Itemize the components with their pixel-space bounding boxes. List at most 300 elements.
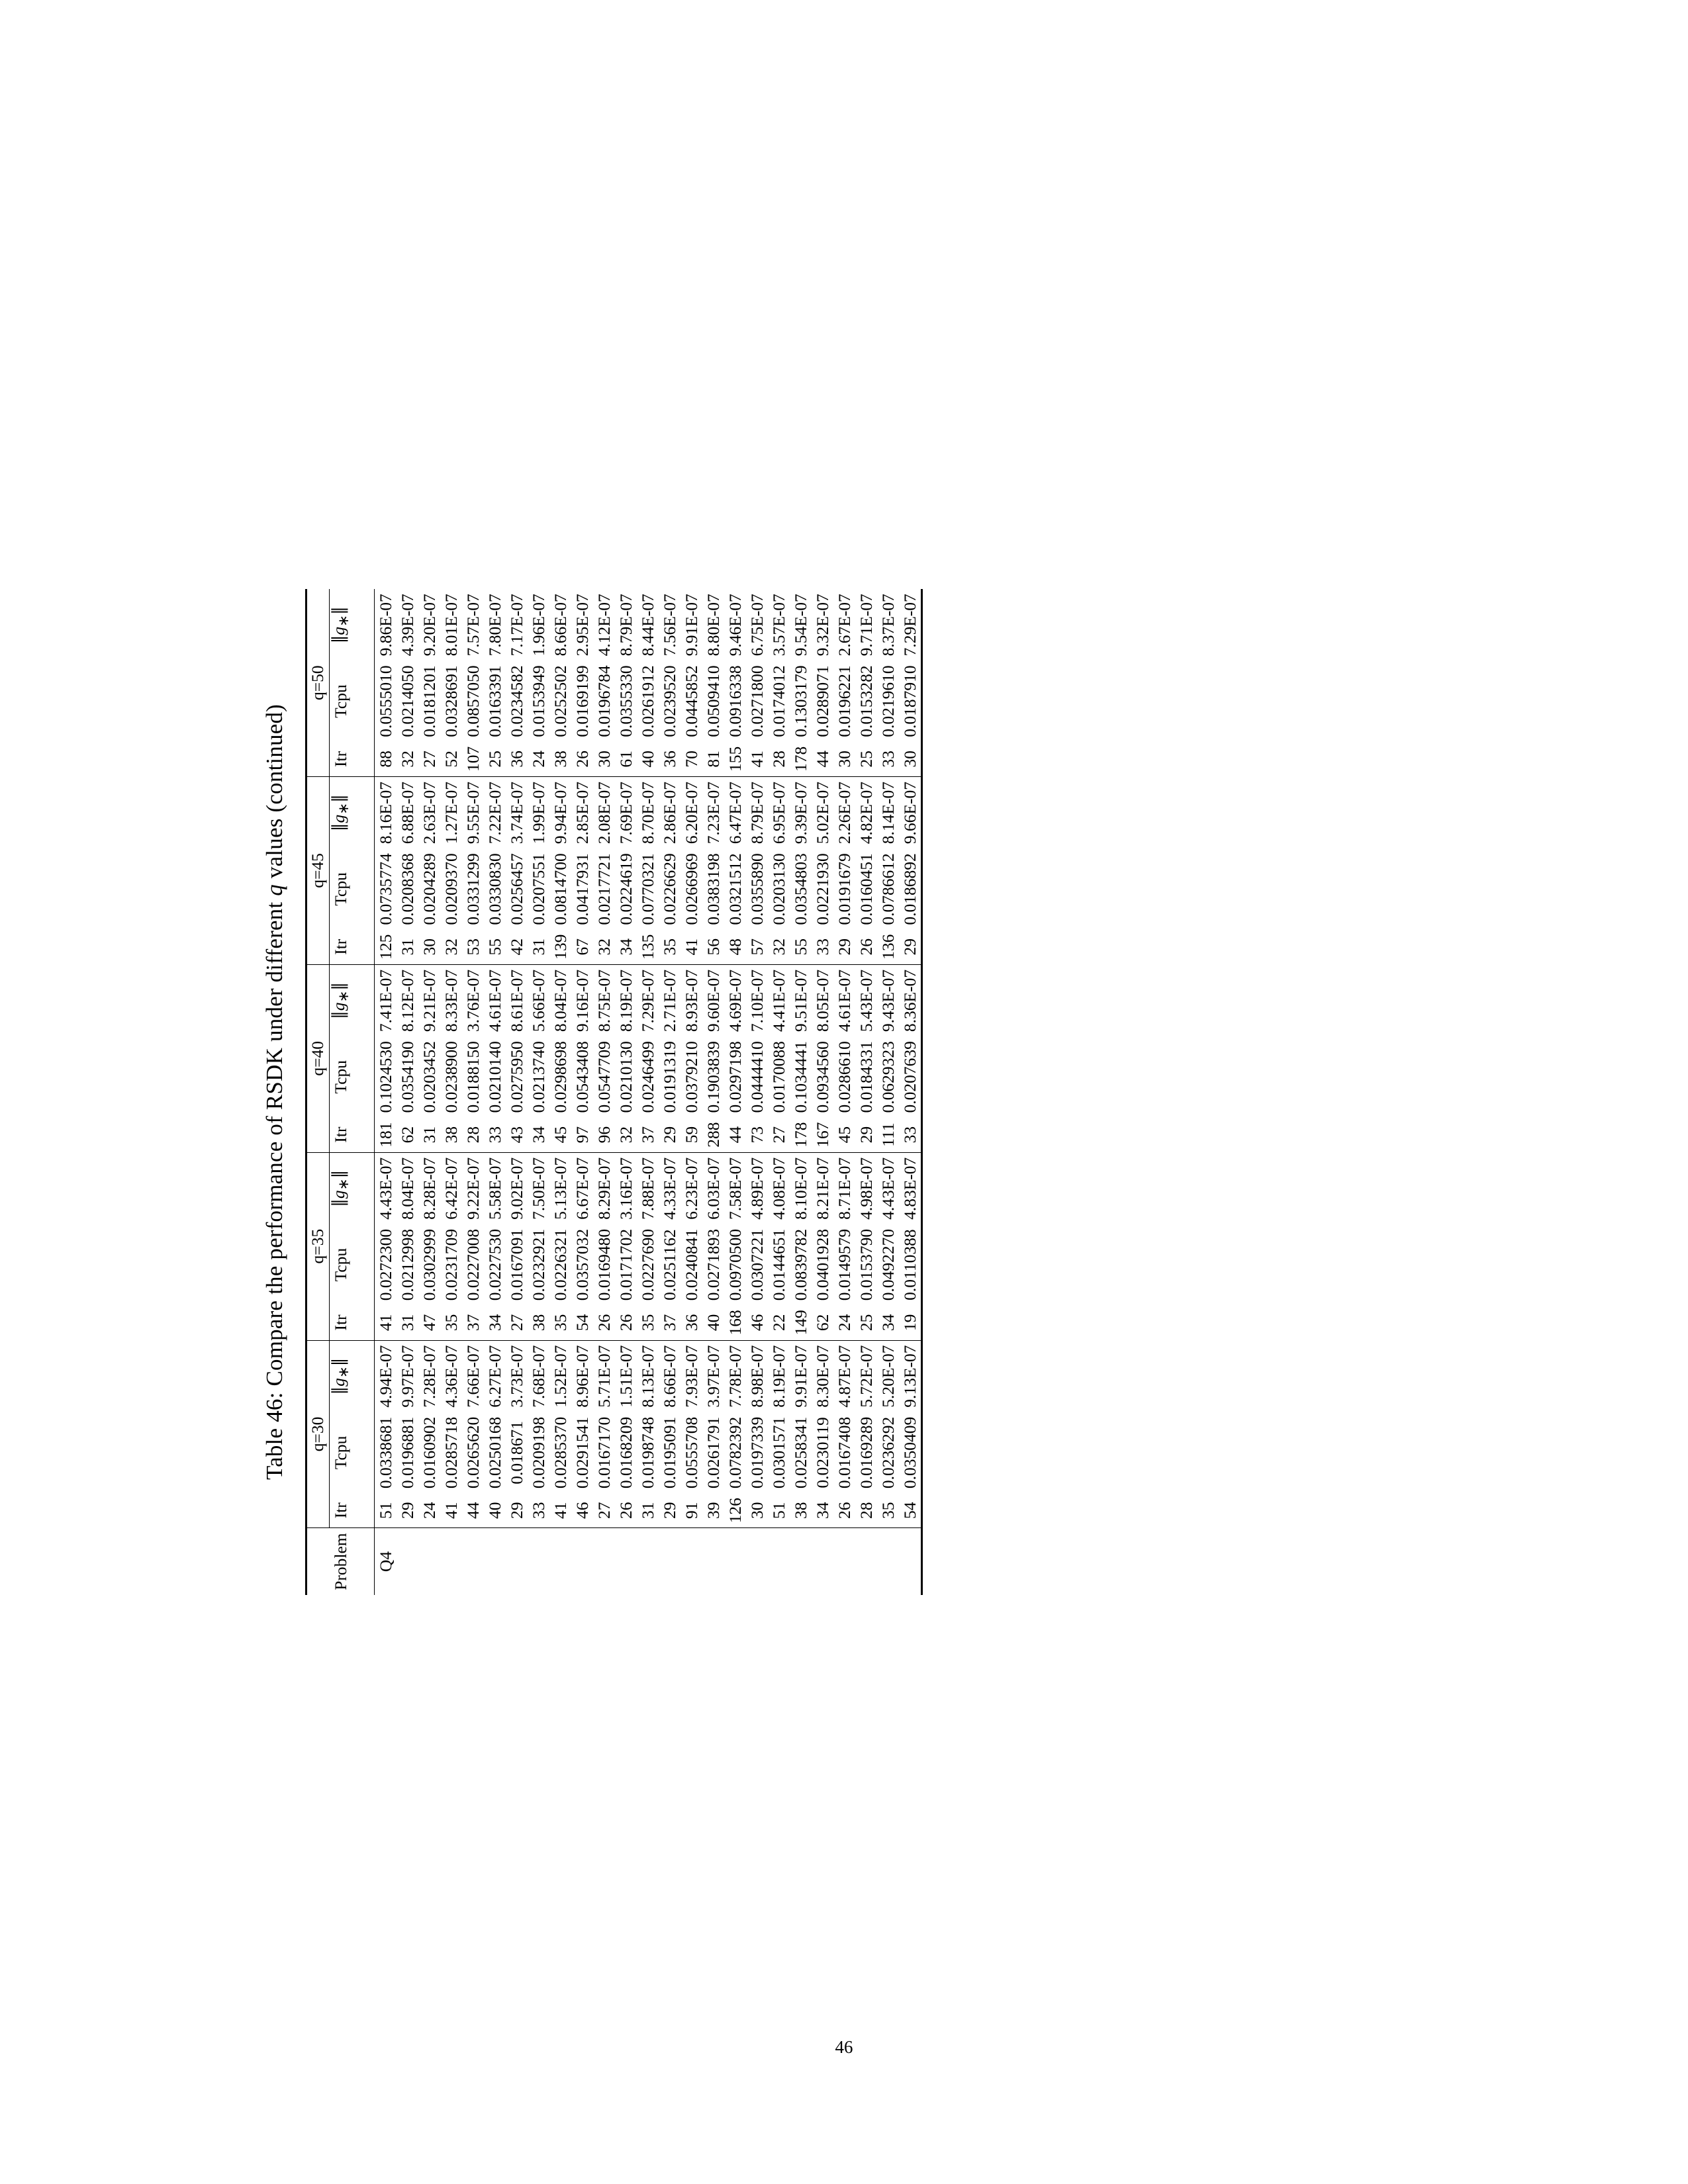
cell-q35-tcpu: 0.0307221 (747, 1228, 767, 1301)
cell-q40-tcpu: 0.0246499 (637, 1041, 657, 1113)
caption-text-after: values (continued) (261, 704, 287, 885)
cell-q45-tcpu: 0.0224619 (616, 853, 635, 925)
cell-q45-gnorm: 1.27E-07 (441, 782, 461, 844)
cell-q40-gnorm: 8.19E-07 (616, 969, 635, 1032)
cell-q45-itr: 31 (397, 930, 418, 965)
cell-q40-tcpu: 0.0629323 (878, 1041, 898, 1113)
cell-q35-gnorm: 4.43E-07 (878, 1157, 898, 1220)
cell-q30-gnorm: 4.87E-07 (834, 1345, 854, 1408)
cell-q30-itr: 41 (440, 1493, 462, 1528)
cell-q50-tcpu: 0.0239520 (659, 665, 679, 737)
cell-q50-itr: 52 (440, 742, 462, 777)
cell-q40-tcpu: 0.0207639 (899, 1036, 922, 1117)
cell-q35-itr: 41 (375, 1305, 397, 1340)
table-row (440, 589, 462, 1595)
cell-q40-itr: 31 (418, 1117, 440, 1152)
cell-q40-itr: 73 (746, 1117, 768, 1152)
cell-q35-gnorm: 8.21E-07 (812, 1157, 832, 1220)
cell-q45-tcpu: 0.0221930 (812, 853, 832, 925)
cell-q45-gnorm: 7.22E-07 (485, 782, 504, 844)
cell-q45-gnorm: 7.69E-07 (616, 782, 635, 844)
cell-q40-itr: 111 (877, 1117, 899, 1152)
sub-header-q30-tcpu: Tcpu (330, 1435, 350, 1470)
cell-q30-tcpu: 0.0265620 (463, 1416, 483, 1489)
cell-q40-gnorm: 4.61E-07 (485, 969, 504, 1032)
cell-q40-tcpu: 0.0298698 (550, 1041, 570, 1113)
cell-q45-tcpu: 0.0204289 (419, 853, 439, 925)
cell-q40-tcpu: 0.1024530 (375, 1041, 395, 1113)
cell-q45-gnorm: 8.14E-07 (878, 782, 898, 844)
cell-q40-gnorm: 9.21E-07 (419, 969, 439, 1032)
cell-q45-itr: 30 (418, 930, 440, 965)
cell-q40-itr: 96 (593, 1117, 615, 1152)
cell-q50-itr: 25 (855, 742, 877, 777)
cell-q35-itr: 62 (812, 1305, 833, 1340)
cell-q50-gnorm: 7.80E-07 (485, 594, 504, 657)
cell-q40-itr: 59 (680, 1117, 702, 1152)
cell-q50-itr: 33 (877, 742, 899, 777)
cell-q35-tcpu: 0.0153790 (856, 1228, 876, 1301)
cell-q30-itr: 40 (484, 1493, 506, 1528)
cell-q30-gnorm: 3.97E-07 (703, 1345, 723, 1408)
cell-q50-gnorm: 6.75E-07 (747, 594, 767, 657)
cell-q50-itr: 61 (615, 742, 637, 777)
cell-q50-tcpu: 0.0187910 (899, 660, 922, 741)
problem-cell (506, 1528, 528, 1595)
table-row (899, 589, 922, 1595)
cell-q50-itr: 88 (375, 742, 397, 777)
table-row (637, 589, 659, 1595)
cell-q35-gnorm: 8.71E-07 (834, 1157, 854, 1220)
cell-q30-tcpu: 0.0258341 (790, 1416, 810, 1489)
cell-q35-gnorm: 6.03E-07 (703, 1157, 723, 1220)
cell-q35-gnorm: 7.88E-07 (637, 1157, 657, 1220)
caption-prefix: Table 46: (261, 1392, 287, 1480)
cell-q35-gnorm: 4.08E-07 (769, 1157, 788, 1220)
cell-q40-gnorm: 8.05E-07 (812, 969, 832, 1032)
performance-table (305, 589, 923, 1595)
cell-q45-tcpu: 0.0207551 (528, 853, 548, 925)
cell-q35-tcpu: 0.0167091 (506, 1228, 526, 1301)
cell-q40-gnorm: 4.61E-07 (834, 969, 854, 1032)
cell-q45-itr: 48 (724, 930, 746, 965)
cell-q45-itr: 53 (462, 930, 484, 965)
cell-q50-itr: 38 (549, 742, 571, 777)
problem-cell (397, 1528, 418, 1595)
cell-q50-gnorm: 8.44E-07 (637, 594, 657, 657)
cell-q45-gnorm: 2.26E-07 (834, 782, 854, 844)
cell-q50-gnorm: 8.66E-07 (550, 594, 570, 657)
cell-q35-gnorm: 9.02E-07 (506, 1157, 526, 1220)
sub-header-q45-tcpu: Tcpu (330, 872, 350, 906)
cell-q45-tcpu: 0.0355890 (747, 853, 767, 925)
cell-q45-gnorm: 8.70E-07 (637, 782, 657, 844)
problem-cell (790, 1528, 812, 1595)
cell-q45-tcpu: 0.0417931 (572, 853, 592, 925)
cell-q50-gnorm: 4.12E-07 (594, 594, 614, 657)
cell-q45-itr: 55 (790, 930, 812, 965)
cell-q30-gnorm: 7.28E-07 (419, 1345, 439, 1408)
cell-q40-gnorm: 5.43E-07 (856, 969, 876, 1032)
cell-q30-itr: 126 (724, 1493, 746, 1528)
table-row (855, 589, 877, 1595)
problem-cell (833, 1528, 855, 1595)
cell-q35-tcpu: 0.0251162 (659, 1229, 679, 1300)
cell-q35-itr: 54 (571, 1305, 593, 1340)
table-row (746, 589, 768, 1595)
cell-q35-itr: 19 (899, 1305, 922, 1340)
cell-q30-gnorm: 1.52E-07 (550, 1345, 570, 1408)
cell-q40-tcpu: 0.0444410 (747, 1041, 767, 1113)
group-header-q-35: q=35 (306, 1152, 330, 1340)
cell-q50-tcpu: 0.0163391 (485, 665, 504, 737)
cell-q35-itr: 35 (637, 1305, 659, 1340)
cell-q30-itr: 26 (615, 1493, 637, 1528)
problem-cell (680, 1528, 702, 1595)
cell-q35-itr: 35 (440, 1305, 462, 1340)
cell-q35-gnorm: 4.43E-07 (375, 1157, 395, 1220)
cell-q50-gnorm: 3.57E-07 (769, 594, 788, 657)
cell-q35-itr: 34 (877, 1305, 899, 1340)
cell-q50-tcpu: 0.0214050 (397, 665, 417, 737)
cell-q50-tcpu: 0.0196784 (594, 665, 614, 737)
cell-q50-gnorm: 8.37E-07 (878, 594, 898, 657)
group-header-q-40: q=40 (306, 964, 330, 1152)
cell-q35-gnorm: 7.50E-07 (528, 1157, 548, 1220)
cell-q50-tcpu: 0.0555010 (375, 665, 395, 737)
cell-q50-itr: 36 (506, 742, 528, 777)
cell-q40-gnorm: 9.16E-07 (572, 969, 592, 1032)
cell-q45-itr: 41 (680, 930, 702, 965)
cell-q45-gnorm: 6.88E-07 (397, 782, 417, 844)
cell-q40-gnorm: 7.10E-07 (747, 969, 767, 1032)
sub-header-q50-tcpu: Tcpu (330, 684, 350, 718)
cell-q35-itr: 24 (833, 1305, 855, 1340)
cell-q50-gnorm: 9.91E-07 (681, 594, 701, 657)
cell-q40-itr: 45 (833, 1117, 855, 1152)
cell-q35-tcpu: 0.0171702 (616, 1228, 635, 1301)
cell-q45-gnorm: 9.66E-07 (899, 777, 922, 849)
problem-cell (702, 1528, 724, 1595)
cell-q30-itr: 28 (855, 1493, 877, 1528)
cell-q35-gnorm: 8.29E-07 (594, 1157, 614, 1220)
table-body (306, 589, 922, 1595)
problem-cell (593, 1528, 615, 1595)
cell-q35-gnorm: 8.04E-07 (397, 1157, 417, 1220)
cell-q45-itr: 26 (855, 930, 877, 965)
cell-q50-itr: 24 (528, 742, 549, 777)
cell-q45-tcpu: 0.0209370 (441, 853, 461, 925)
cell-q30-gnorm: 7.68E-07 (528, 1345, 548, 1408)
cell-q30-tcpu: 0.0160902 (419, 1416, 439, 1489)
cell-q40-gnorm: 4.69E-07 (725, 969, 745, 1032)
cell-q45-gnorm: 6.20E-07 (681, 782, 701, 844)
problem-column-header: Problem (330, 1533, 350, 1590)
table-row (702, 589, 724, 1595)
table-row (680, 589, 702, 1595)
cell-q30-gnorm: 8.19E-07 (769, 1345, 788, 1408)
cell-q30-itr: 39 (702, 1493, 724, 1528)
cell-q30-gnorm: 8.66E-07 (659, 1345, 679, 1408)
cell-q30-itr: 31 (637, 1493, 659, 1528)
cell-q35-gnorm: 4.98E-07 (856, 1157, 876, 1220)
cell-q50-itr: 30 (593, 742, 615, 777)
table-row (812, 589, 833, 1595)
sub-header-q45-itr: Itr (330, 930, 353, 965)
table-row (571, 589, 593, 1595)
cell-q35-tcpu: 0.0492270 (878, 1228, 898, 1301)
problem-cell (637, 1528, 659, 1595)
cell-q30-tcpu: 0.0168209 (616, 1416, 635, 1489)
cell-q45-itr: 57 (746, 930, 768, 965)
cell-q30-tcpu: 0.0197339 (747, 1416, 767, 1489)
group-header-q-45: q=45 (306, 777, 330, 965)
cell-q35-gnorm: 5.58E-07 (485, 1157, 504, 1220)
cell-q35-tcpu: 0.0231709 (441, 1228, 461, 1301)
cell-q45-gnorm: 8.16E-07 (375, 782, 395, 844)
problem-cell (528, 1528, 549, 1595)
cell-q45-itr: 29 (833, 930, 855, 965)
cell-q45-tcpu: 0.0354803 (790, 853, 810, 925)
cell-q35-tcpu: 0.0227690 (637, 1228, 657, 1301)
cell-q40-tcpu: 0.1903839 (703, 1041, 723, 1113)
cell-q30-gnorm: 7.93E-07 (681, 1345, 701, 1408)
cell-q35-tcpu: 0.0839782 (790, 1228, 810, 1301)
cell-q40-itr: 29 (855, 1117, 877, 1152)
cell-q40-tcpu: 0.0379210 (681, 1041, 701, 1113)
cell-q50-gnorm: 9.86E-07 (375, 594, 395, 657)
sub-header-q50-itr: Itr (330, 742, 353, 777)
cell-q40-tcpu: 0.0543408 (572, 1041, 592, 1113)
cell-q30-itr: 35 (877, 1493, 899, 1528)
cell-q50-itr: 26 (571, 742, 593, 777)
cell-q30-itr: 91 (680, 1493, 702, 1528)
cell-q30-gnorm: 7.78E-07 (725, 1345, 745, 1408)
cell-q40-gnorm: 3.76E-07 (463, 969, 483, 1032)
cell-q30-tcpu: 0.0167170 (594, 1416, 614, 1489)
cell-q50-gnorm: 9.46E-07 (725, 594, 745, 657)
cell-q40-tcpu: 0.0170088 (769, 1041, 788, 1113)
group-header-row (306, 589, 330, 1595)
cell-q30-gnorm: 6.27E-07 (485, 1345, 504, 1408)
cell-q45-tcpu: 0.0208368 (397, 853, 417, 925)
cell-q30-itr: 54 (899, 1493, 922, 1528)
cell-q45-itr: 67 (571, 930, 593, 965)
cell-q35-tcpu: 0.0401928 (812, 1228, 832, 1301)
cell-q50-tcpu: 0.0355330 (616, 665, 635, 737)
cell-q30-gnorm: 9.91E-07 (790, 1345, 810, 1408)
cell-q30-gnorm: 8.98E-07 (747, 1345, 767, 1408)
cell-q30-tcpu: 0.0285718 (441, 1416, 461, 1489)
cell-q35-tcpu: 0.0110388 (899, 1224, 922, 1305)
sub-header-q45-gnorm: $\parallel g_∗\parallel$ (329, 794, 352, 832)
rotated-landscape-content (261, 258, 1427, 1926)
cell-q30-itr: 41 (549, 1493, 571, 1528)
cell-q45-itr: 55 (484, 930, 506, 965)
cell-q45-gnorm: 9.39E-07 (790, 782, 810, 844)
cell-q30-itr: 27 (593, 1493, 615, 1528)
cell-q35-tcpu: 0.0240841 (681, 1228, 701, 1301)
cell-q45-itr: 32 (593, 930, 615, 965)
cell-q35-gnorm: 6.42E-07 (441, 1157, 461, 1220)
cell-q45-gnorm: 9.94E-07 (550, 782, 570, 844)
cell-q40-tcpu: 0.0191319 (659, 1041, 679, 1113)
cell-q35-itr: 37 (462, 1305, 484, 1340)
cell-q50-gnorm: 2.95E-07 (572, 594, 592, 657)
cell-q40-tcpu: 0.0210140 (485, 1041, 504, 1113)
cell-q30-tcpu: 0.0250168 (485, 1416, 504, 1489)
cell-q35-tcpu: 0.0271893 (703, 1228, 723, 1301)
cell-q35-itr: 26 (615, 1305, 637, 1340)
cell-q40-gnorm: 4.41E-07 (769, 969, 788, 1032)
cell-q30-gnorm: 8.13E-07 (637, 1345, 657, 1408)
problem-cell (440, 1528, 462, 1595)
cell-q35-itr: 26 (593, 1305, 615, 1340)
cell-q35-gnorm: 8.10E-07 (790, 1157, 810, 1220)
cell-q35-itr: 38 (528, 1305, 549, 1340)
cell-q30-tcpu: 0.0301571 (769, 1416, 788, 1489)
cell-q35-tcpu: 0.0149579 (834, 1228, 854, 1301)
table-row (833, 589, 855, 1595)
cell-q50-tcpu: 0.0857050 (463, 665, 483, 737)
cell-q40-gnorm: 8.04E-07 (550, 969, 570, 1032)
sub-header-q35-tcpu: Tcpu (330, 1248, 350, 1282)
cell-q45-gnorm: 2.63E-07 (419, 782, 439, 844)
table-row (768, 589, 790, 1595)
cell-q45-gnorm: 7.23E-07 (703, 782, 723, 844)
sub-header-row (330, 589, 353, 1595)
cell-q30-gnorm: 7.66E-07 (463, 1345, 483, 1408)
cell-q35-gnorm: 6.67E-07 (572, 1157, 592, 1220)
cell-q40-itr: 38 (440, 1117, 462, 1152)
cell-q50-tcpu: 0.0169199 (572, 665, 592, 737)
cell-q45-tcpu: 0.0191679 (834, 853, 854, 925)
cell-q50-itr: 70 (680, 742, 702, 777)
cell-q40-itr: 62 (397, 1117, 418, 1152)
cell-q40-gnorm: 8.61E-07 (506, 969, 526, 1032)
cell-q35-itr: 35 (549, 1305, 571, 1340)
problem-cell (484, 1528, 506, 1595)
cell-q35-itr: 168 (724, 1305, 746, 1340)
cell-q35-itr: 31 (397, 1305, 418, 1340)
sub-header-q35-gnorm: $\parallel g_∗\parallel$ (329, 1169, 352, 1207)
problem-cell (877, 1528, 899, 1595)
cell-q50-gnorm: 1.96E-07 (528, 594, 548, 657)
table-row (790, 589, 812, 1595)
cell-q50-itr: 41 (746, 742, 768, 777)
cell-q40-gnorm: 2.71E-07 (659, 969, 679, 1032)
sub-header-q40-gnorm: $\parallel g_∗\parallel$ (329, 981, 352, 1020)
cell-q40-tcpu: 0.0184331 (856, 1041, 876, 1113)
cell-q50-tcpu: 0.1303179 (790, 665, 810, 737)
cell-q35-itr: 25 (855, 1305, 877, 1340)
header-rule (352, 589, 375, 1595)
cell-q40-itr: 37 (637, 1117, 659, 1152)
cell-q45-tcpu: 0.0226629 (659, 853, 679, 925)
cell-q45-itr: 139 (549, 930, 571, 965)
cell-q40-gnorm: 5.66E-07 (528, 969, 548, 1032)
cell-q45-itr: 56 (702, 930, 724, 965)
cell-q50-gnorm: 2.67E-07 (834, 594, 854, 657)
cell-q30-itr: 26 (833, 1493, 855, 1528)
cell-q30-gnorm: 8.96E-07 (572, 1345, 592, 1408)
cell-q35-gnorm: 7.58E-07 (725, 1157, 745, 1220)
cell-q50-itr: 36 (659, 742, 680, 777)
cell-q30-itr: 51 (768, 1493, 790, 1528)
cell-q50-tcpu: 0.0153949 (528, 665, 548, 737)
cell-q45-itr: 31 (528, 930, 549, 965)
cell-q35-gnorm: 4.89E-07 (747, 1157, 767, 1220)
problem-cell (899, 1528, 922, 1595)
cell-q40-tcpu: 0.0286610 (834, 1041, 854, 1113)
cell-q45-gnorm: 1.99E-07 (528, 782, 548, 844)
cell-q45-tcpu: 0.0256457 (506, 853, 526, 925)
cell-q35-gnorm: 9.22E-07 (463, 1157, 483, 1220)
cell-q35-tcpu: 0.0357032 (572, 1228, 592, 1301)
cell-q30-gnorm: 4.94E-07 (375, 1345, 395, 1408)
cell-q30-itr: 44 (462, 1493, 484, 1528)
cell-q45-itr: 125 (375, 930, 397, 965)
cell-q40-gnorm: 8.93E-07 (681, 969, 701, 1032)
caption-italic-symbol: q (261, 884, 287, 896)
cell-q50-itr: 44 (812, 742, 833, 777)
cell-q30-tcpu: 0.0285370 (550, 1416, 570, 1489)
cell-q40-tcpu: 0.0213740 (528, 1041, 548, 1113)
cell-q30-tcpu: 0.0291541 (572, 1416, 592, 1489)
cell-q30-tcpu: 0.0198748 (637, 1416, 657, 1489)
cell-q30-gnorm: 5.20E-07 (878, 1345, 898, 1408)
cell-q50-itr: 155 (724, 742, 746, 777)
cell-q35-itr: 149 (790, 1305, 812, 1340)
sub-header-q40-tcpu: Tcpu (330, 1060, 350, 1094)
cell-q40-tcpu: 0.0934560 (812, 1041, 832, 1113)
table-row (724, 589, 746, 1595)
cell-q40-tcpu: 0.1034441 (790, 1041, 810, 1113)
cell-q45-itr: 34 (615, 930, 637, 965)
cell-q50-gnorm: 7.29E-07 (899, 589, 922, 660)
cell-q45-tcpu: 0.0786612 (878, 853, 898, 925)
cell-q40-itr: 288 (702, 1117, 724, 1152)
sub-header-q30-itr: Itr (330, 1493, 353, 1528)
cell-q40-tcpu: 0.0547709 (594, 1041, 614, 1113)
table-caption (261, 704, 288, 1480)
cell-q50-tcpu: 0.0196221 (834, 665, 854, 737)
cell-q45-tcpu: 0.0266969 (681, 853, 701, 925)
cell-q50-tcpu: 0.0174012 (769, 665, 788, 737)
cell-q30-gnorm: 9.97E-07 (397, 1345, 417, 1408)
cell-q35-gnorm: 4.33E-07 (659, 1157, 679, 1220)
problem-cell (768, 1528, 790, 1595)
table-row (659, 589, 680, 1595)
cell-q45-itr: 29 (899, 930, 922, 965)
cell-q35-tcpu: 0.0169480 (594, 1228, 614, 1301)
cell-q40-itr: 27 (768, 1117, 790, 1152)
table-row (418, 589, 440, 1595)
cell-q50-tcpu: 0.0916338 (725, 665, 745, 737)
problem-cell (462, 1528, 484, 1595)
problem-cell (812, 1528, 833, 1595)
cell-q50-gnorm: 8.80E-07 (703, 594, 723, 657)
table-row (484, 589, 506, 1595)
cell-q45-gnorm: 5.02E-07 (812, 782, 832, 844)
cell-q45-tcpu: 0.0330830 (485, 853, 504, 925)
cell-q45-itr: 33 (812, 930, 833, 965)
cell-q30-tcpu: 0.0167408 (834, 1416, 854, 1489)
cell-q35-gnorm: 6.23E-07 (681, 1157, 701, 1220)
cell-q50-tcpu: 0.0181201 (419, 665, 439, 737)
cell-q50-gnorm: 8.79E-07 (616, 594, 635, 657)
cell-q30-itr: 29 (397, 1493, 418, 1528)
